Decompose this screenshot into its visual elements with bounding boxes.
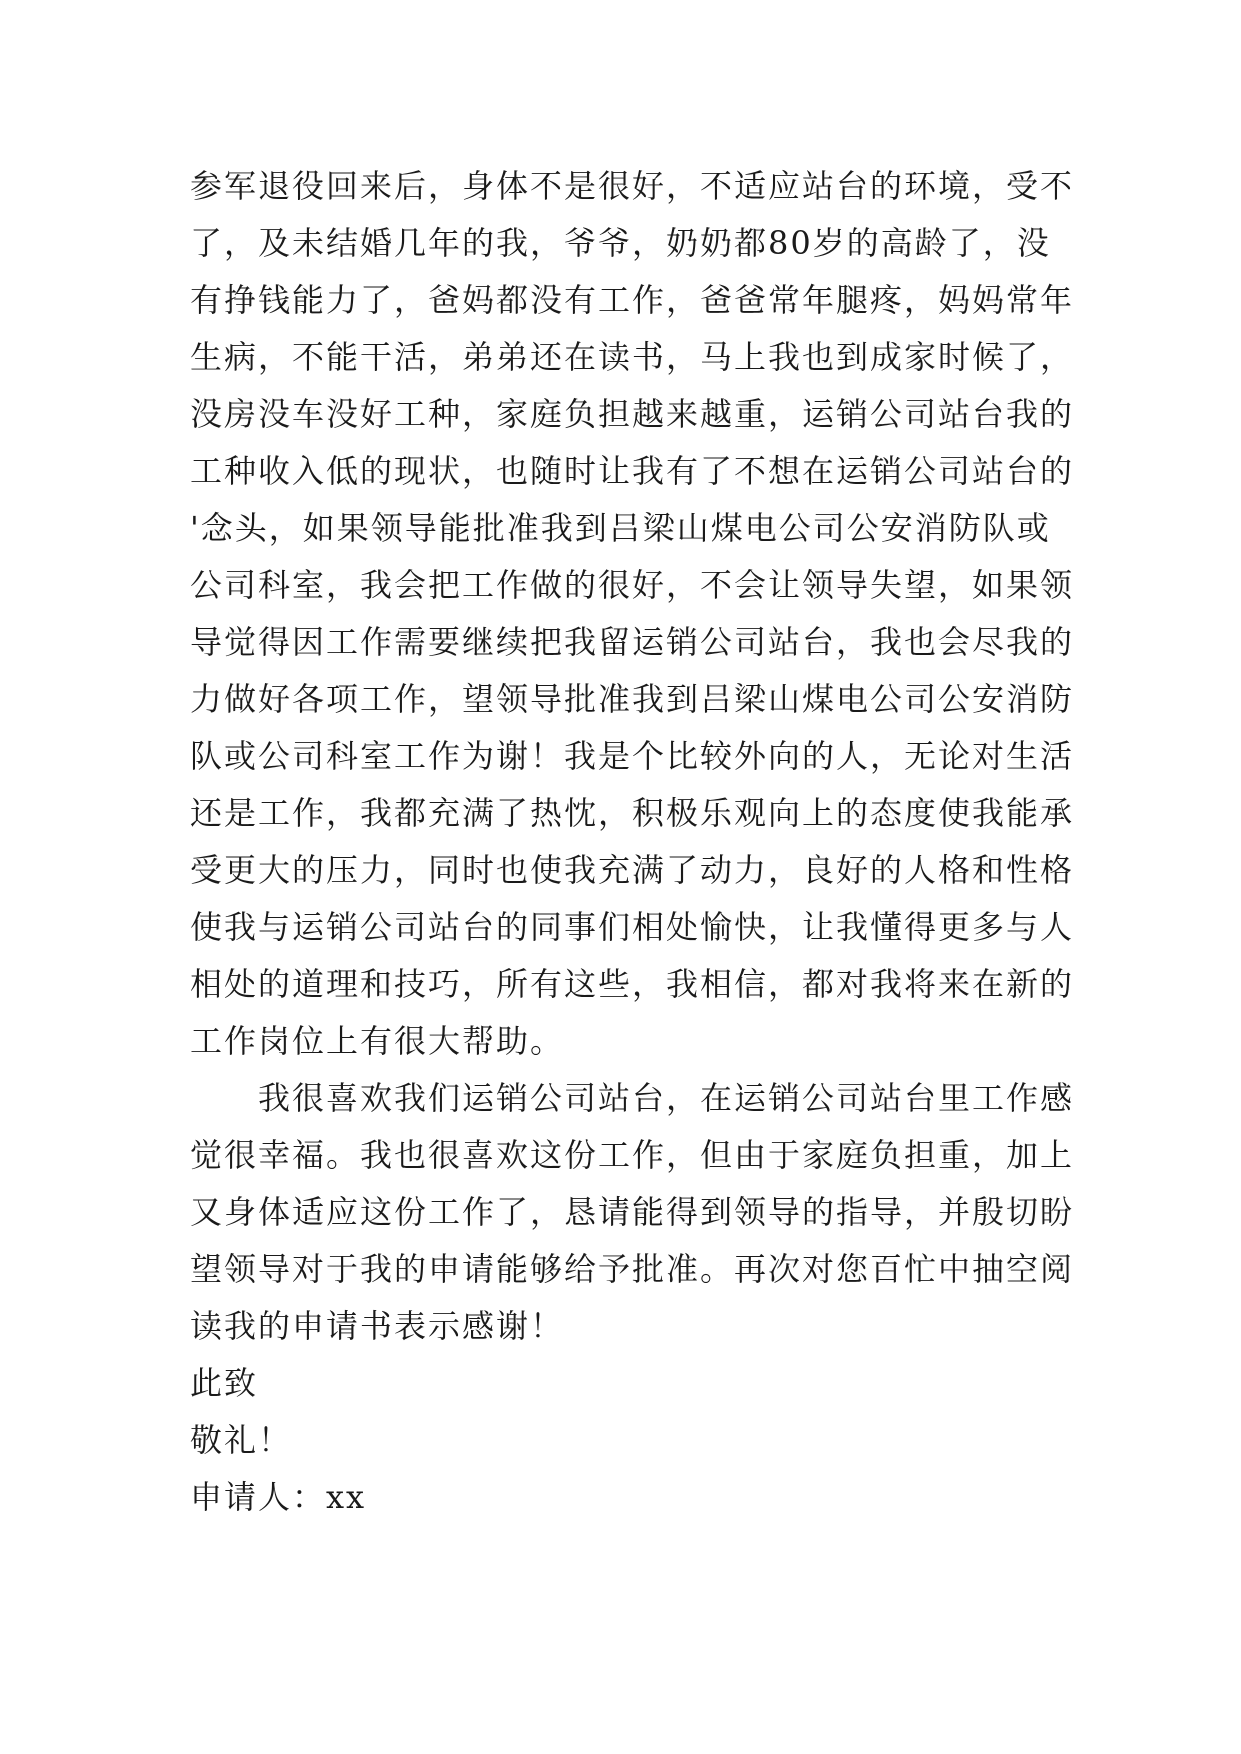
text-line: 望领导对于我的申请能够给予批准。再次对您百忙中抽空阅 xyxy=(190,1250,1075,1288)
text-line: 工作岗位上有很大帮助。 xyxy=(190,1022,565,1060)
text-line: 了，及未结婚几年的我，爷爷，奶奶都80岁的高龄了，没 xyxy=(190,224,1051,262)
text-line: 使我与运销公司站台的同事们相处愉快，让我懂得更多与人 xyxy=(190,908,1075,946)
document-body xyxy=(190,158,1075,1526)
text-line: 相处的道理和技巧，所有这些，我相信，都对我将来在新的 xyxy=(190,965,1075,1003)
closing-section xyxy=(190,1355,1070,1526)
text-line: 觉很幸福。我也很喜欢这份工作，但由于家庭负担重，加上 xyxy=(190,1136,1075,1174)
text-line: 还是工作，我都充满了热忱，积极乐观向上的态度使我能承 xyxy=(190,794,1075,832)
text-line: 没房没车没好工种，家庭负担越来越重，运销公司站台我的 xyxy=(190,395,1075,433)
text-line: 又身体适应这份工作了，恳请能得到领导的指导，并殷切盼 xyxy=(190,1193,1075,1231)
paragraph-1 xyxy=(190,158,1075,1070)
text-line: 有挣钱能力了，爸妈都没有工作，爸爸常年腿疼，妈妈常年 xyxy=(190,281,1075,319)
text-line: 工种收入低的现状，也随时让我有了不想在运销公司站台的 xyxy=(190,452,1075,490)
text-line: 导觉得因工作需要继续把我留运销公司站台，我也会尽我的 xyxy=(190,623,1075,661)
text-line: 公司科室，我会把工作做的很好，不会让领导失望，如果领 xyxy=(190,566,1075,604)
salutation-text: 此致 xyxy=(190,1364,259,1402)
paragraph-2 xyxy=(190,1070,1075,1355)
text-line: 参军退役回来后，身体不是很好，不适应站台的环境，受不 xyxy=(190,167,1075,205)
regards-text: 敬礼！ xyxy=(190,1421,293,1459)
applicant-signature: 申请人：xx xyxy=(190,1478,367,1516)
text-line: 受更大的压力，同时也使我充满了动力，良好的人格和性格 xyxy=(190,851,1075,889)
text-line: 力做好各项工作，望领导批准我到吕梁山煤电公司公安消防 xyxy=(190,680,1075,718)
text-line: 生病，不能干活，弟弟还在读书，马上我也到成家时候了， xyxy=(190,338,1075,376)
text-line: 队或公司科室工作为谢！我是个比较外向的人，无论对生活 xyxy=(190,737,1075,775)
text-line: '念头，如果领导能批准我到吕梁山煤电公司公安消防队或 xyxy=(190,509,1051,547)
text-line: 读我的申请书表示感谢！ xyxy=(190,1307,565,1345)
text-line: 我很喜欢我们运销公司站台，在运销公司站台里工作感 xyxy=(258,1079,1075,1117)
